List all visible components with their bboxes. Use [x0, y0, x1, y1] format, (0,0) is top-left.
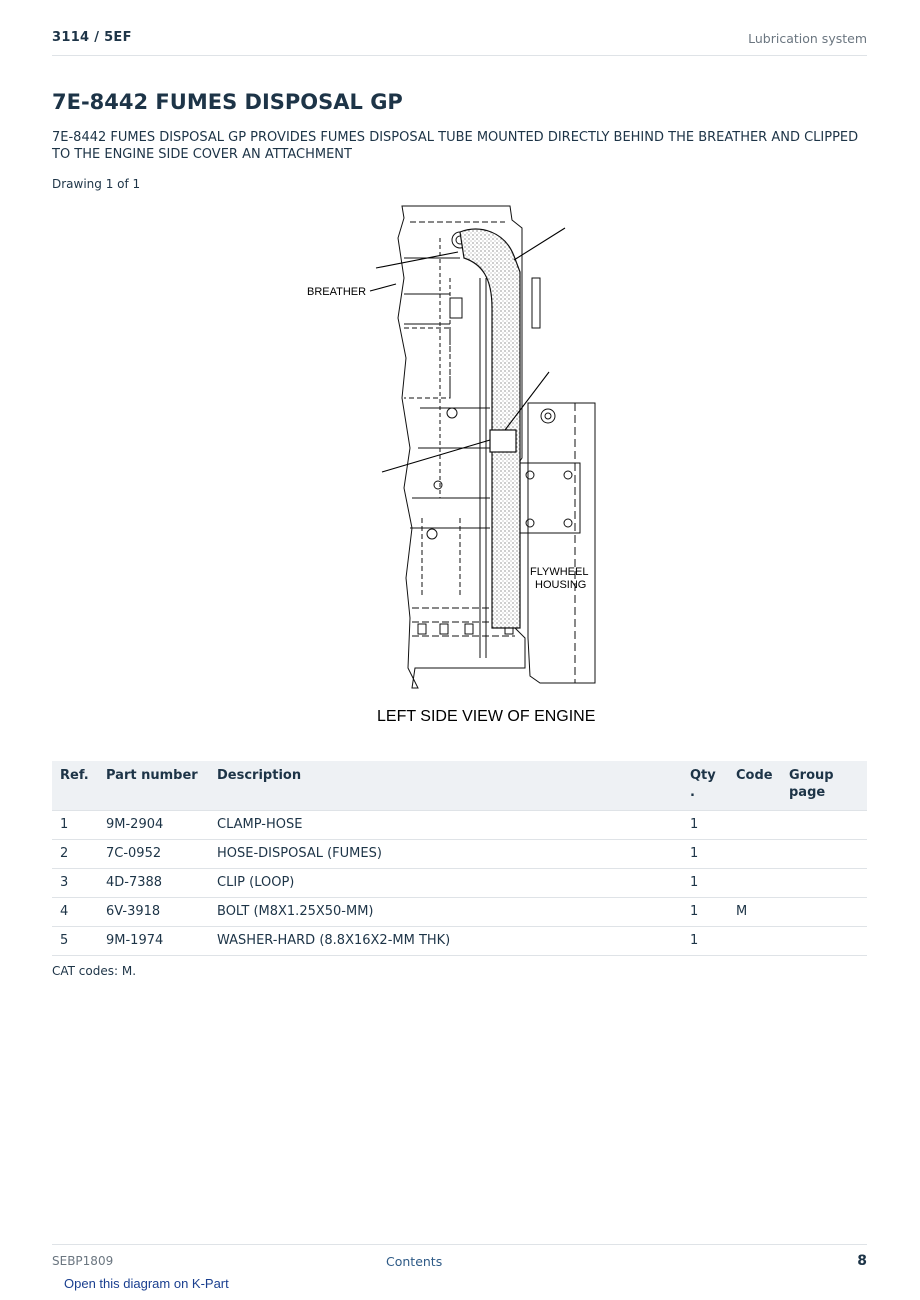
col-group-line2: page [789, 785, 826, 800]
cell-part-number: 9M-1974 [98, 926, 209, 955]
cell-group-page [781, 839, 867, 868]
table-row [52, 810, 867, 839]
document-id: SEBP1809 [52, 1254, 114, 1268]
kpart-link[interactable]: Open this diagram on K-Part [64, 1276, 229, 1291]
contents-link[interactable]: Contents [386, 1254, 443, 1269]
table-row [52, 926, 867, 955]
cell-group-page [781, 926, 867, 955]
flywheel-housing-outline [528, 403, 595, 683]
group-description: 7E-8442 FUMES DISPOSAL GP PROVIDES FUMES DISPOSAL TUBE MOUNTED DIRECTLY BEHIND THE BREATHER AND CLIPPED TO THE ENGINE SIDE COVER AN ATTACHMENT [52, 130, 859, 162]
cell-group-page [781, 868, 867, 897]
cell-part-number: 6V-3918 [98, 897, 209, 926]
cell-ref: 2 [52, 839, 98, 868]
page-title: 7E-8442 FUMES DISPOSAL GP [52, 90, 403, 114]
cell-ref: 1 [52, 810, 98, 839]
cell-description: CLIP (LOOP) [209, 868, 682, 897]
table-row [52, 897, 867, 926]
cell-qty: 1 [682, 810, 728, 839]
parts-table [52, 761, 867, 956]
col-ref: Ref. [52, 761, 98, 810]
engine-diagram [300, 198, 620, 698]
cell-part-number: 7C-0952 [98, 839, 209, 868]
cell-part-number: 4D-7388 [98, 868, 209, 897]
cell-qty: 1 [682, 839, 728, 868]
model-serial: 3114 / 5EF [52, 30, 132, 45]
hose-clip [490, 430, 516, 452]
cell-description: WASHER-HARD (8.8X16X2-MM THK) [209, 926, 682, 955]
cell-code: M [728, 897, 781, 926]
section-name: Lubrication system [748, 31, 867, 46]
cell-qty: 1 [682, 868, 728, 897]
col-qty-line1: Qty [690, 768, 716, 783]
cell-code [728, 810, 781, 839]
drawing-label: Drawing 1 of 1 [52, 177, 141, 191]
page-header [52, 28, 867, 56]
page-number: 8 [857, 1253, 867, 1269]
cell-qty: 1 [682, 897, 728, 926]
cell-qty: 1 [682, 926, 728, 955]
cell-code [728, 868, 781, 897]
col-group-page [781, 761, 867, 810]
table-header-row [52, 761, 867, 810]
cell-ref: 4 [52, 897, 98, 926]
cell-description: CLAMP-HOSE [209, 810, 682, 839]
col-description: Description [209, 761, 682, 810]
breather-label: BREATHER [307, 286, 367, 298]
flywheel-label-line2: HOUSING [535, 579, 587, 591]
col-part-number: Part number [98, 761, 209, 810]
cat-codes-note: CAT codes: M. [52, 964, 137, 978]
col-qty [682, 761, 728, 810]
cell-group-page [781, 810, 867, 839]
cell-code [728, 926, 781, 955]
flywheel-label-line1: FLYWHEEL [530, 566, 589, 578]
cell-description: HOSE-DISPOSAL (FUMES) [209, 839, 682, 868]
col-qty-line2: . [690, 785, 695, 800]
col-code: Code [728, 761, 781, 810]
page-footer [52, 1244, 867, 1274]
cell-ref: 3 [52, 868, 98, 897]
figure-caption: LEFT SIDE VIEW OF ENGINE [377, 708, 596, 725]
cell-group-page [781, 897, 867, 926]
cell-ref: 5 [52, 926, 98, 955]
cell-description: BOLT (M8X1.25X50-MM) [209, 897, 682, 926]
col-group-line1: Group [789, 768, 834, 783]
cell-part-number: 9M-2904 [98, 810, 209, 839]
table-row [52, 868, 867, 897]
table-row [52, 839, 867, 868]
cell-code [728, 839, 781, 868]
fumes-disposal-hose [460, 229, 520, 628]
